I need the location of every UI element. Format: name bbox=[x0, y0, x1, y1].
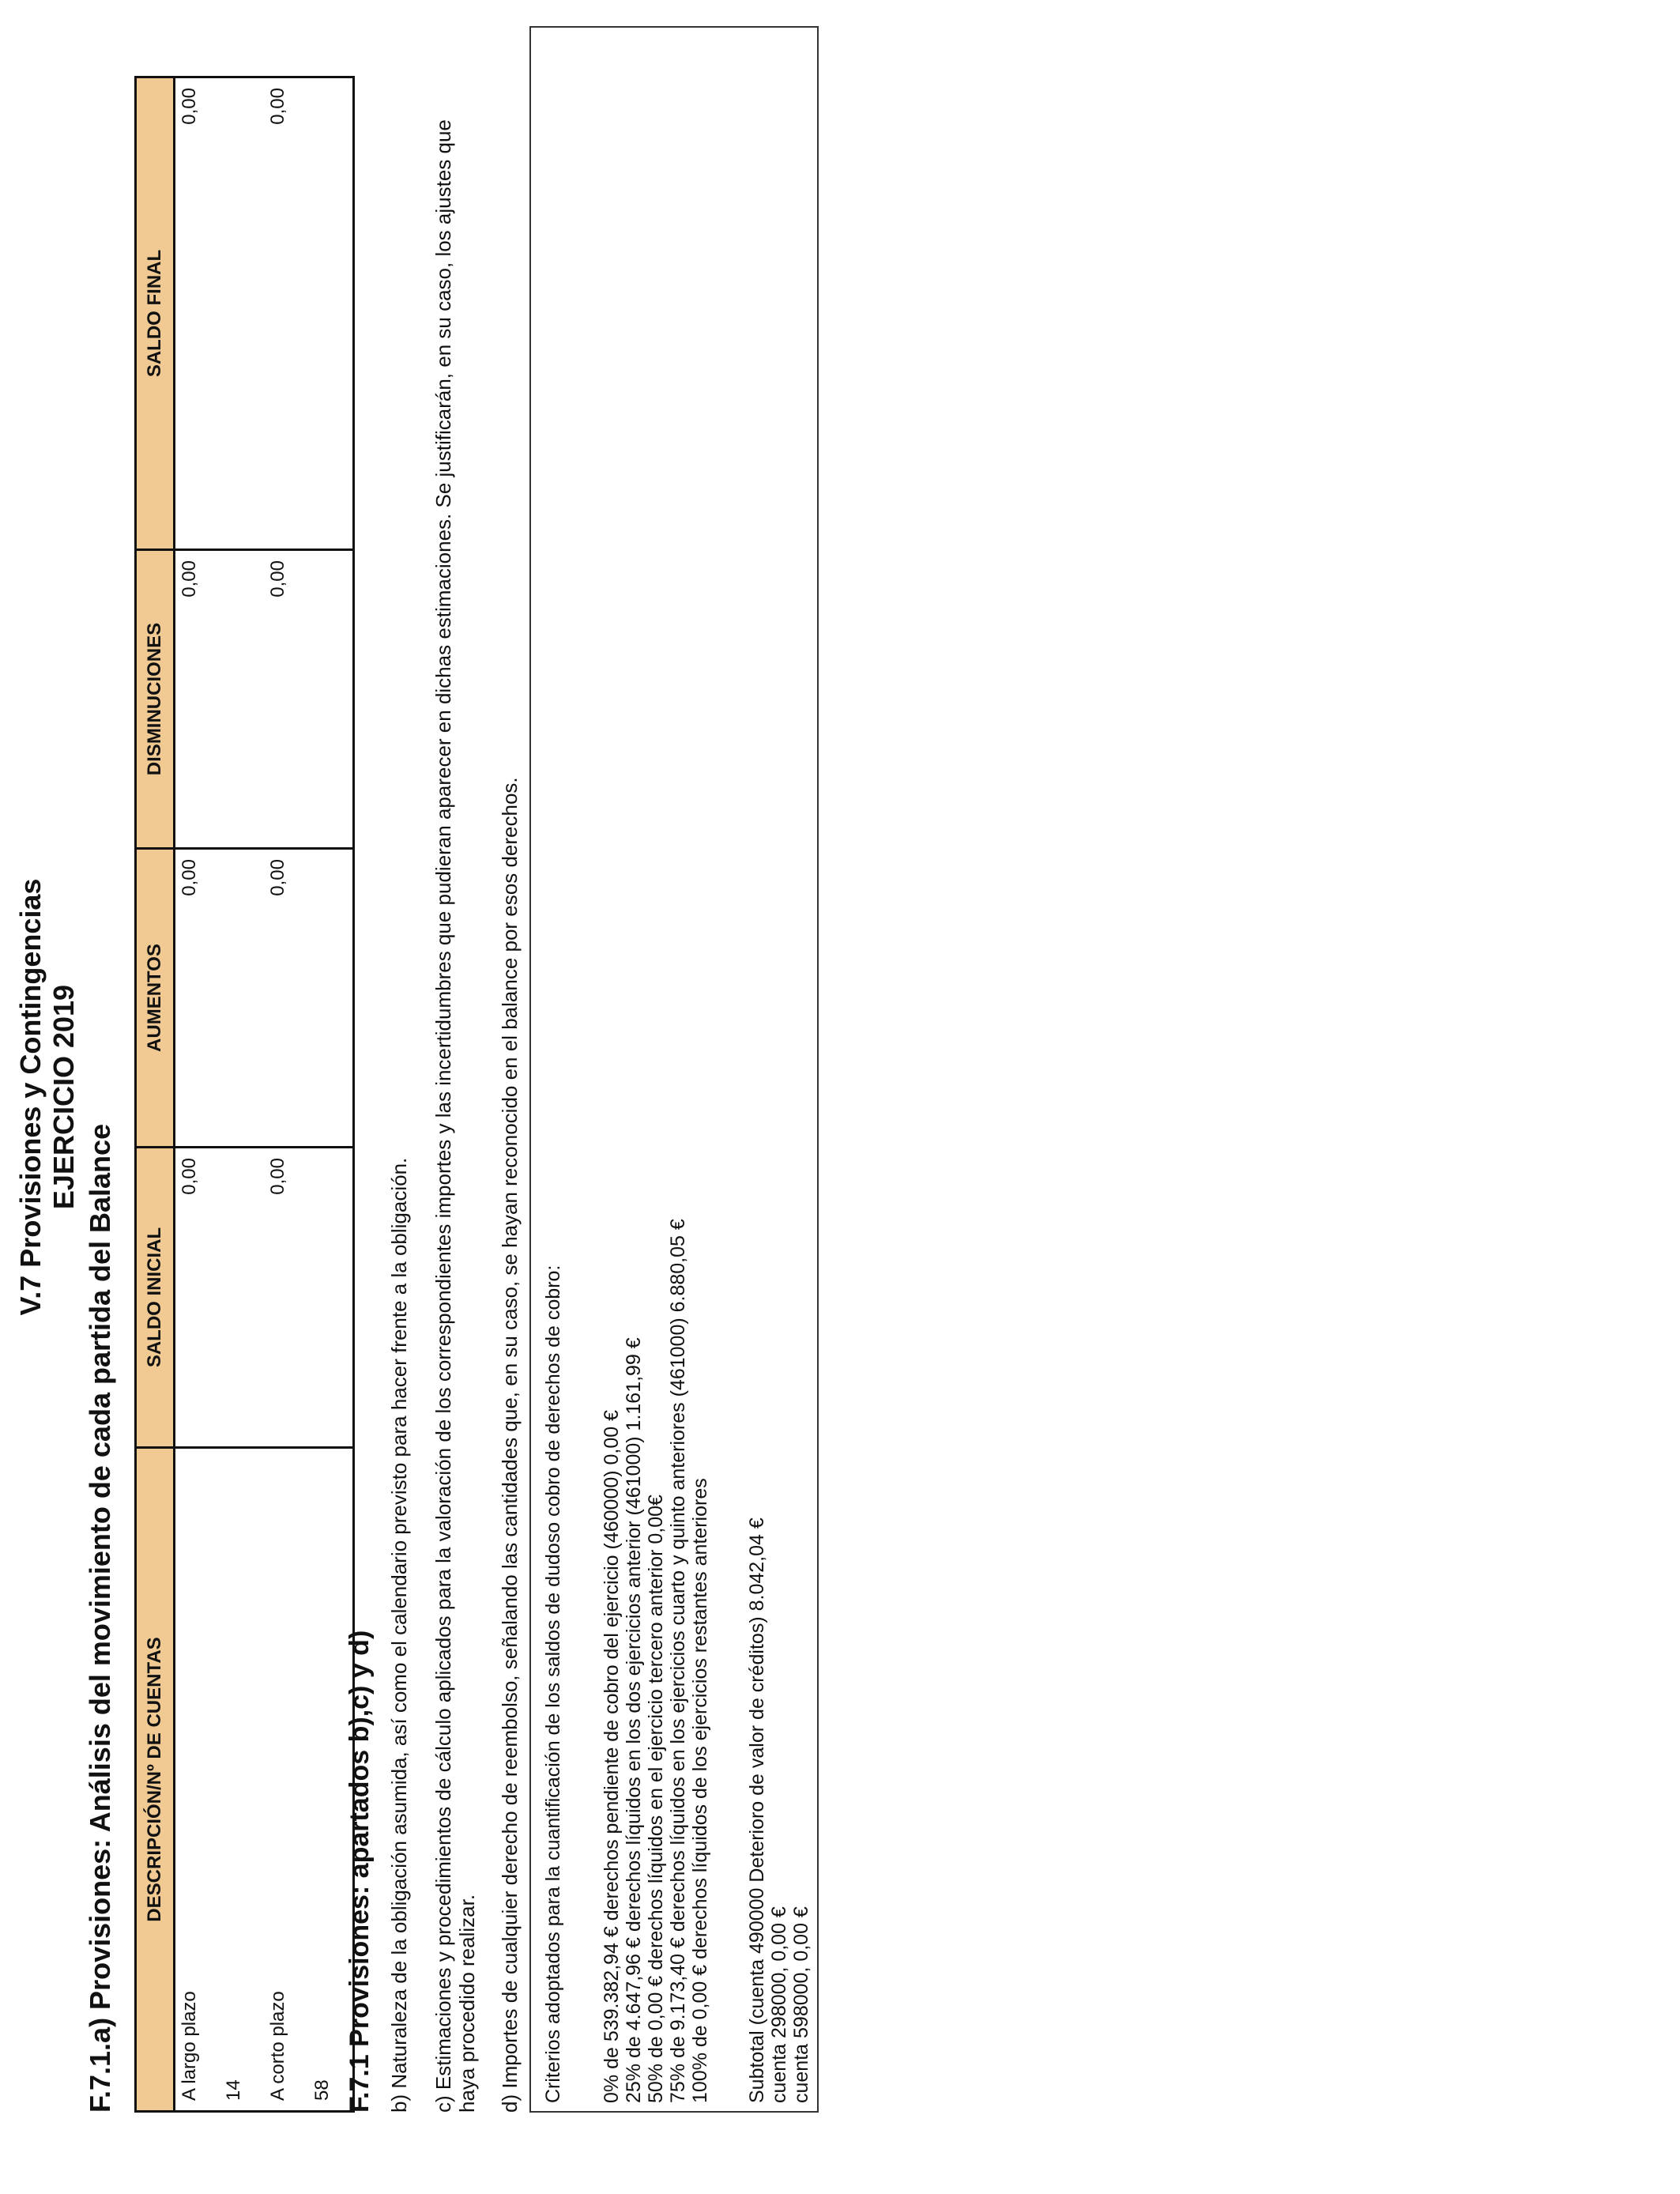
table-header-row bbox=[136, 77, 175, 2112]
criteria-line: 75% de 9.173,40 € derechos líquidos en los ejercicios cuarto y quinto anteriores (461000) 6.880,05 € bbox=[667, 1219, 689, 2103]
criteria-line: 25% de 4.647,96 € derechos líquidos en los dos ejercicios anterior (461000) 1.161,99 € bbox=[623, 1337, 645, 2103]
subtotal-line: cuenta 298000, 0,00 € bbox=[768, 1906, 790, 2103]
row-desc: A largo plazo bbox=[175, 1448, 220, 2112]
row-saldo-final: 0,00 bbox=[264, 77, 308, 550]
col-header-descripcion: DESCRIPCIÓN/Nº DE CUENTAS bbox=[136, 1448, 175, 2112]
row-saldo-inicial: 0,00 bbox=[264, 1148, 308, 1448]
subtotal-line: cuenta 598000, 0,00 € bbox=[790, 1906, 812, 2103]
row-account-code: 14 bbox=[220, 1448, 264, 2112]
row-disminuciones: 0,00 bbox=[264, 550, 308, 849]
col-header-aumentos: AUMENTOS bbox=[136, 849, 175, 1148]
document-title: V.7 Provisiones y Contingencias bbox=[14, 878, 47, 1316]
subtotal-line: Subtotal (cuenta 490000 Deterioro de valor de créditos) 8.042,04 € bbox=[746, 1517, 768, 2103]
criteria-intro: Criterios adoptados para la cuantificación de los saldos de dudoso cobro de derechos de cobro: bbox=[542, 1265, 564, 2103]
provisions-table bbox=[134, 76, 355, 2113]
paragraph-b: b) Naturaleza de la obligación asumida, así como el calendario previsto para hacer frente a la obligación. bbox=[387, 1157, 411, 2113]
table-row bbox=[175, 77, 220, 2112]
criteria-line: 50% de 0,00 € derechos líquidos en el ejercicio tercero anterior 0,00€ bbox=[645, 1495, 667, 2103]
col-header-disminuciones: DISMINUCIONES bbox=[136, 550, 175, 849]
row-account-code: 58 bbox=[308, 1448, 354, 2112]
col-header-saldo-final: SALDO FINAL bbox=[136, 77, 175, 550]
document-year: EJERCICIO 2019 bbox=[47, 984, 80, 1210]
row-desc: A corto plazo bbox=[264, 1448, 308, 2112]
criteria-text-box bbox=[529, 26, 819, 2113]
col-header-saldo-inicial: SALDO INICIAL bbox=[136, 1148, 175, 1448]
section-b-heading: F.7.1 Provisiones: apartados b),c) y d) bbox=[345, 1630, 375, 2113]
criteria-line: 100% de 0,00 € derechos líquidos de los ejercicios restantes anteriores bbox=[689, 1478, 711, 2103]
row-aumentos: 0,00 bbox=[175, 849, 220, 1148]
paragraph-c: c) Estimaciones y procedimientos de cálculo aplicados para la valoración de los correspondientes importes y las incertidumbres que pudieran aparecer en dichas estimaciones. Se justificarán, en su caso, los ajustes que haya procedido realizar. bbox=[431, 119, 479, 2113]
criteria-line: 0% de 539.382,94 € derechos pendiente de cobro del ejercicio (460000) 0,00 € bbox=[601, 1409, 623, 2103]
row-saldo-final: 0,00 bbox=[175, 77, 220, 550]
row-disminuciones: 0,00 bbox=[175, 550, 220, 849]
paragraph-d: d) Importes de cualquier derecho de reembolso, señalando las cantidades que, en su caso, se hayan reconocido en el balance por esos derechos. bbox=[498, 777, 522, 2113]
row-saldo-inicial: 0,00 bbox=[175, 1148, 220, 1448]
table-row-code bbox=[220, 77, 264, 2112]
table-row bbox=[264, 77, 308, 2112]
section-a-heading: F.7.1.a) Provisiones: Análisis del movimiento de cada partida del Balance bbox=[84, 1123, 116, 2113]
row-aumentos: 0,00 bbox=[264, 849, 308, 1148]
